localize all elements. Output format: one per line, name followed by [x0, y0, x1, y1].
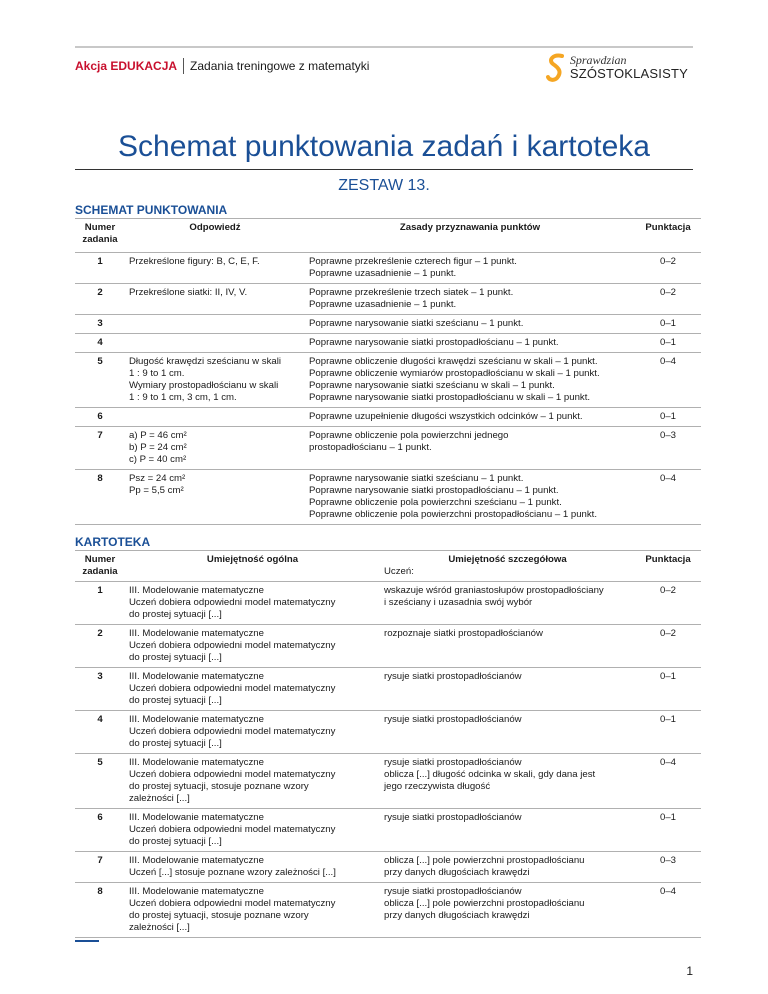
points-cell: 0–4 — [659, 356, 676, 367]
task-number: 7 — [97, 430, 103, 441]
answer-cell — [125, 253, 305, 284]
cell-line: III. Modelowanie matematyczne — [129, 585, 264, 596]
cell-line: Poprawne obliczenie długości krawędzi sześcianu w skali – 1 punkt. — [309, 356, 598, 367]
cell-line: Poprawne obliczenie wymiarów prostopadłościanu w skali – 1 punkt. — [309, 368, 600, 379]
rules-cell — [305, 334, 635, 353]
cell-line: i sześciany i uzasadnia swój wybór — [384, 597, 533, 608]
table-row — [75, 754, 701, 809]
table-row — [75, 852, 701, 883]
points-cell: 0–4 — [659, 886, 676, 897]
table-row — [75, 253, 701, 284]
points-cell: 0–4 — [659, 757, 676, 768]
cell-line: Poprawne obliczenie pola powierzchni prostopadłościanu – 1 punkt. — [309, 509, 597, 520]
task-number: 8 — [97, 886, 103, 897]
header-subtitle: Zadania treningowe z matematyki — [190, 59, 370, 73]
task-number: 5 — [97, 757, 103, 768]
cell-line: c) P = 40 cm² — [129, 454, 187, 465]
cell-line: Poprawne narysowanie siatki sześcianu – 1 punkt. — [309, 473, 524, 484]
detail-skill-cell — [380, 668, 635, 711]
cell-line: Uczeń dobiera odpowiedni model matematyczny — [129, 769, 336, 780]
cell-line: Przekreślone siatki: II, IV, V. — [129, 287, 248, 298]
cell-line: Poprawne narysowanie siatki sześcianu w skali – 1 punkt. — [309, 380, 555, 391]
table-row — [75, 353, 701, 408]
col-header-general: Umiejętność ogólna — [206, 554, 299, 565]
header-separator — [183, 58, 184, 74]
detail-skill-cell — [380, 809, 635, 852]
cell-line: Poprawne narysowanie siatki prostopadłościanu – 1 punkt. — [309, 485, 559, 496]
col-header-number: Numer zadania — [82, 222, 118, 245]
kartoteka-heading: KARTOTEKA — [75, 535, 151, 549]
title-rule — [75, 169, 693, 170]
cell-line: prostopadłościanu – 1 punkt. — [309, 442, 432, 453]
detail-skill-cell — [380, 883, 635, 938]
answer-cell — [125, 470, 305, 525]
cell-line: a) P = 46 cm² — [129, 430, 187, 441]
answer-cell — [125, 284, 305, 315]
rules-cell — [305, 353, 635, 408]
table-row — [75, 427, 701, 470]
answer-cell — [125, 334, 305, 353]
page-number: 1 — [686, 964, 693, 978]
col-header-points: Punktacja — [645, 554, 691, 565]
col-header-detail: Umiejętność szczegółowa Uczeń: — [380, 551, 635, 582]
cell-line: rysuje siatki prostopadłościanów — [384, 757, 522, 768]
brand-label: Akcja EDUKACJA — [75, 59, 178, 73]
points-cell: 0–3 — [659, 855, 676, 866]
task-number: 6 — [97, 812, 103, 823]
general-skill-cell — [125, 668, 380, 711]
col-header-rules: Zasady przyznawania punktów — [399, 222, 541, 233]
rules-cell — [305, 253, 635, 284]
points-cell: 0–1 — [659, 714, 676, 725]
rules-cell — [305, 408, 635, 427]
header-rule — [75, 46, 693, 48]
cell-line: oblicza [...] pole powierzchni prostopadłościanu — [384, 855, 585, 866]
task-number: 4 — [97, 337, 103, 348]
detail-skill-cell — [380, 582, 635, 625]
task-number: 2 — [97, 287, 103, 298]
col-header-points: Punktacja — [645, 222, 691, 233]
logo-s-icon — [545, 52, 567, 82]
rules-cell — [305, 315, 635, 334]
task-number: 6 — [97, 411, 103, 422]
cell-line: do prostej sytuacji [...] — [129, 738, 222, 749]
cell-line: zależności [...] — [129, 793, 190, 804]
cell-line: do prostej sytuacji [...] — [129, 836, 222, 847]
task-number: 3 — [97, 671, 103, 682]
detail-prefix: Uczeń: — [384, 566, 414, 577]
cell-line: Poprawne uzasadnienie – 1 punkt. — [309, 268, 457, 279]
cell-line: Poprawne narysowanie siatki prostopadłościanu w skali – 1 punkt. — [309, 392, 591, 403]
logo-bottom-text: SZÓSTOKLASISTY — [569, 66, 688, 81]
cell-line: 1 : 9 to 1 cm, 3 cm, 1 cm. — [129, 392, 237, 403]
cell-line: III. Modelowanie matematyczne — [129, 855, 264, 866]
table-row — [75, 582, 701, 625]
cell-line: Poprawne uzasadnienie – 1 punkt. — [309, 299, 457, 310]
kartoteka-table — [75, 550, 701, 938]
general-skill-cell — [125, 582, 380, 625]
cell-line: III. Modelowanie matematyczne — [129, 886, 264, 897]
cell-line: Pp = 5,5 cm² — [129, 485, 184, 496]
table-row — [75, 809, 701, 852]
cell-line: Poprawne obliczenie pola powierzchni sześcianu – 1 punkt. — [309, 497, 562, 508]
points-cell: 0–4 — [659, 473, 676, 484]
points-cell: 0–1 — [659, 671, 676, 682]
rules-cell — [305, 427, 635, 470]
set-title: ZESTAW 13. — [338, 177, 430, 194]
points-cell: 0–2 — [659, 287, 676, 298]
table-row — [75, 883, 701, 938]
cell-line: rysuje siatki prostopadłościanów — [384, 714, 522, 725]
cell-line: oblicza [...] pole powierzchni prostopadłościanu — [384, 898, 585, 909]
points-cell: 0–1 — [659, 411, 676, 422]
cell-line: Uczeń dobiera odpowiedni model matematyczny — [129, 597, 336, 608]
table-row — [75, 408, 701, 427]
cell-line: Uczeń dobiera odpowiedni model matematyczny — [129, 726, 336, 737]
detail-skill-cell — [380, 625, 635, 668]
general-skill-cell — [125, 852, 380, 883]
points-cell: 0–2 — [659, 628, 676, 639]
points-cell: 0–2 — [659, 256, 676, 267]
cell-line: III. Modelowanie matematyczne — [129, 757, 264, 768]
task-number: 2 — [97, 628, 103, 639]
cell-line: Długość krawędzi sześcianu w skali — [129, 356, 281, 367]
detail-skill-cell — [380, 754, 635, 809]
col-header-number: Numer zadania — [82, 554, 118, 577]
cell-line: rozpoznaje siatki prostopadłościanów — [384, 628, 543, 639]
detail-skill-cell — [380, 711, 635, 754]
cell-line: 1 : 9 to 1 cm. — [129, 368, 185, 379]
general-skill-cell — [125, 625, 380, 668]
task-number: 4 — [97, 714, 103, 725]
cell-line: do prostej sytuacji [...] — [129, 695, 222, 706]
cell-line: Uczeń dobiera odpowiedni model matematyczny — [129, 824, 336, 835]
cell-line: do prostej sytuacji, stosuje poznane wzory — [129, 910, 309, 921]
cell-line: III. Modelowanie matematyczne — [129, 628, 264, 639]
task-number: 8 — [97, 473, 103, 484]
answer-cell — [125, 427, 305, 470]
cell-line: przy danych długościach krawędzi — [384, 910, 530, 921]
task-number: 1 — [97, 585, 103, 596]
answer-cell — [125, 353, 305, 408]
cell-line: Poprawne przekreślenie trzech siatek – 1 punkt. — [309, 287, 514, 298]
general-skill-cell — [125, 883, 380, 938]
table-row — [75, 334, 701, 353]
logo-top-text: Sprawdzian — [569, 53, 627, 67]
cell-line: b) P = 24 cm² — [129, 442, 187, 453]
cell-line: Poprawne obliczenie pola powierzchni jednego — [309, 430, 509, 441]
cell-line: do prostej sytuacji [...] — [129, 609, 222, 620]
cell-line: Psz = 24 cm² — [129, 473, 186, 484]
rules-cell — [305, 470, 635, 525]
cell-line: zależności [...] — [129, 922, 190, 933]
footer-accent — [75, 940, 99, 942]
table-row — [75, 711, 701, 754]
general-skill-cell — [125, 754, 380, 809]
cell-line: do prostej sytuacji [...] — [129, 652, 222, 663]
cell-line: III. Modelowanie matematyczne — [129, 714, 264, 725]
rules-cell — [305, 284, 635, 315]
task-number: 1 — [97, 256, 103, 267]
page-title: Schemat punktowania zadań i kartoteka — [118, 130, 650, 163]
header — [75, 58, 369, 74]
cell-line: Poprawne uzupełnienie długości wszystkich odcinków – 1 punkt. — [309, 411, 583, 422]
cell-line: Uczeń dobiera odpowiedni model matematyczny — [129, 640, 336, 651]
general-skill-cell — [125, 809, 380, 852]
cell-line: rysuje siatki prostopadłościanów — [384, 812, 522, 823]
cell-line: Uczeń dobiera odpowiedni model matematyczny — [129, 683, 336, 694]
task-number: 5 — [97, 356, 103, 367]
answer-cell — [125, 408, 305, 427]
cell-line: Przekreślone figury: B, C, E, F. — [129, 256, 260, 267]
col-header-answer: Odpowiedź — [189, 222, 241, 233]
task-number: 7 — [97, 855, 103, 866]
cell-line: Uczeń [...] stosuje poznane wzory zależności [...] — [129, 867, 336, 878]
schemat-heading: SCHEMAT PUNKTOWANIA — [75, 203, 228, 217]
detail-skill-cell — [380, 852, 635, 883]
points-cell: 0–1 — [659, 318, 676, 329]
cell-line: do prostej sytuacji, stosuje poznane wzory — [129, 781, 309, 792]
table-row — [75, 625, 701, 668]
table-row — [75, 315, 701, 334]
cell-line: III. Modelowanie matematyczne — [129, 812, 264, 823]
cell-line: oblicza [...] długość odcinka w skali, gdy dana jest — [384, 769, 596, 780]
points-cell: 0–1 — [659, 337, 676, 348]
table-row — [75, 470, 701, 525]
cell-line: Poprawne narysowanie siatki sześcianu – 1 punkt. — [309, 318, 524, 329]
cell-line: Poprawne narysowanie siatki prostopadłościanu – 1 punkt. — [309, 337, 559, 348]
answer-cell — [125, 315, 305, 334]
cell-line: III. Modelowanie matematyczne — [129, 671, 264, 682]
points-cell: 0–2 — [659, 585, 676, 596]
cell-line: wskazuje wśród graniastosłupów prostopadłościany — [384, 585, 604, 596]
cell-line: jego rzeczywista długość — [384, 781, 491, 792]
cell-line: Uczeń dobiera odpowiedni model matematyczny — [129, 898, 336, 909]
table-row — [75, 284, 701, 315]
task-number: 3 — [97, 318, 103, 329]
cell-line: rysuje siatki prostopadłościanów — [384, 886, 522, 897]
schemat-table — [75, 218, 701, 525]
cell-line: Wymiary prostopadłościanu w skali — [129, 380, 279, 391]
points-cell: 0–1 — [659, 812, 676, 823]
general-skill-cell — [125, 711, 380, 754]
cell-line: przy danych długościach krawędzi — [384, 867, 530, 878]
table-row — [75, 668, 701, 711]
cell-line: Poprawne przekreślenie czterech figur – 1 punkt. — [309, 256, 517, 267]
points-cell: 0–3 — [659, 430, 676, 441]
logo — [545, 52, 688, 82]
cell-line: rysuje siatki prostopadłościanów — [384, 671, 522, 682]
